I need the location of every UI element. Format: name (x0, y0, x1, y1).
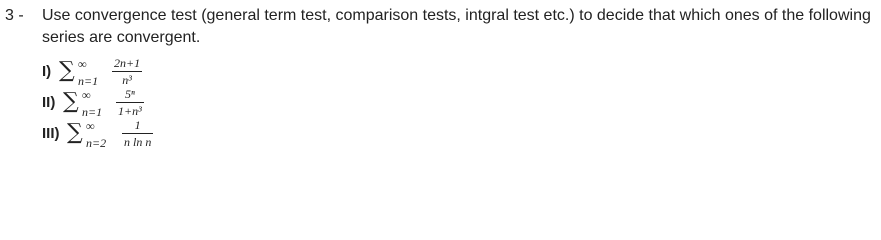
series-label: II) (42, 94, 56, 111)
fraction-numerator: 5ⁿ (124, 87, 135, 101)
fraction-denominator: n³ (122, 73, 132, 87)
fraction-bar (116, 102, 144, 103)
series-term-fraction (122, 118, 153, 149)
summation-symbol: ∑ (63, 89, 79, 114)
fraction-bar (122, 133, 153, 134)
summation-upper-limit: ∞ (82, 88, 91, 102)
summation-lower-limit: n=2 (86, 136, 107, 150)
question-number: 3 - (5, 7, 24, 24)
fraction-denominator: n ln n (124, 135, 152, 149)
summation-upper-limit: ∞ (78, 57, 87, 71)
series-term-fraction (112, 56, 142, 87)
fraction-numerator: 1 (134, 118, 141, 132)
fraction-denominator: 1+n³ (118, 104, 142, 118)
summation-lower-limit: n=1 (82, 105, 103, 119)
series-label: I) (42, 63, 52, 80)
summation-lower-limit: n=1 (78, 74, 99, 88)
fraction-numerator: 2n+1 (114, 56, 141, 70)
summation-symbol: ∑ (59, 58, 75, 83)
series-label: III) (42, 125, 60, 142)
series-item-1 (42, 56, 172, 90)
series-item-2 (42, 87, 172, 121)
summation-upper-limit: ∞ (86, 119, 95, 133)
series-term-fraction (116, 87, 144, 118)
series-item-3 (42, 118, 182, 152)
question-prompt: Use convergence test (general term test, comparison tests, intgral test etc.) to decide that which ones of the following series are convergent. (42, 7, 871, 46)
fraction-bar (112, 71, 142, 72)
summation-symbol: ∑ (67, 120, 83, 145)
